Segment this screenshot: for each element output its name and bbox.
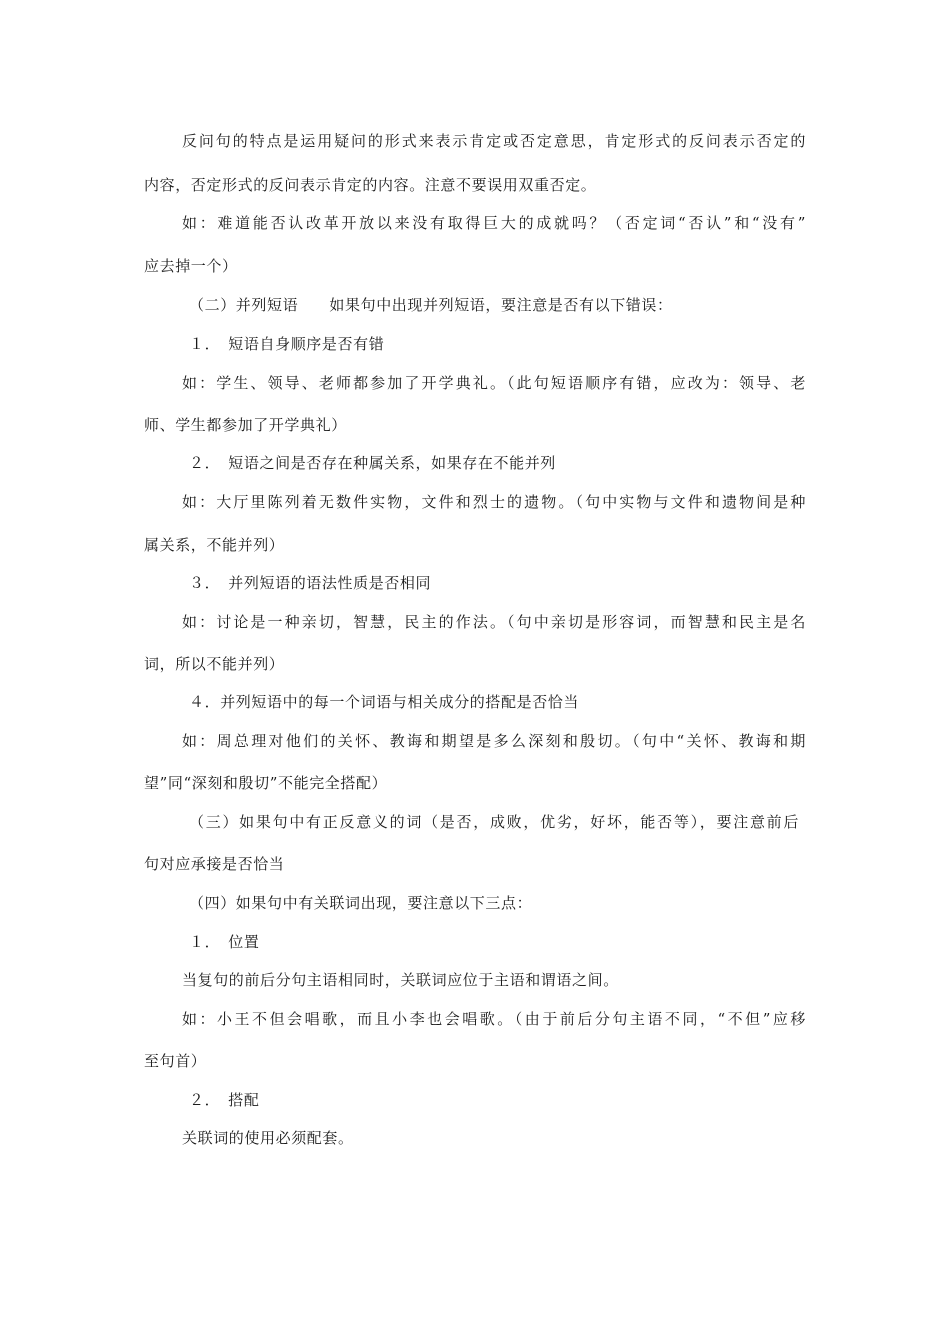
paragraph-line: 属关系，不能并列） [144, 536, 285, 554]
list-item-heading: ２． 短语之间是否存在种属关系，如果存在不能并列 [189, 454, 556, 472]
paragraph-line: 当复句的前后分句主语相同时，关联词应位于主语和谓语之间。 [182, 971, 619, 989]
list-item-heading: ４．并列短语中的每一个词语与相关成分的搭配是否恰当 [189, 693, 580, 711]
paragraph-line: 如：大厅里陈列着无数件实物，文件和烈士的遗物。（句中实物与文件和遗物间是种 [182, 493, 806, 511]
paragraph-line: 应去掉一个） [144, 257, 238, 275]
list-item-heading: ３． 并列短语的语法性质是否相同 [189, 574, 432, 592]
paragraph-line: 关联词的使用必须配套。 [182, 1129, 354, 1147]
paragraph-line: 师、学生都参加了开学典礼） [144, 416, 347, 434]
paragraph-line: 词，所以不能并列） [144, 655, 285, 673]
paragraph-line: 如：难道能否认改革开放以来没有取得巨大的成就吗？（否定词“否认”和“没有” [182, 214, 806, 232]
list-item-heading: ２． 搭配 [189, 1091, 260, 1109]
paragraph-line: 句对应承接是否恰当 [144, 855, 285, 873]
list-item-heading: １． 位置 [189, 933, 260, 951]
paragraph-line: 至句首） [144, 1052, 207, 1070]
paragraph-line: 如：周总理对他们的关怀、教诲和期望是多么深刻和殷切。（句中“关怀、教诲和期 [182, 732, 806, 750]
paragraph-line: 望”同“深刻和殷切”不能完全搭配） [144, 774, 388, 792]
section-heading: （三）如果句中有正反意义的词（是否，成败，优劣，好坏，能否等），要注意前后 [189, 813, 799, 831]
section-heading: （四）如果句中有关联词出现，要注意以下三点： [189, 894, 533, 912]
paragraph-line: 如：讨论是一种亲切，智慧，民主的作法。（句中亲切是形容词，而智慧和民主是名 [182, 613, 806, 631]
list-item-heading: １． 短语自身顺序是否有错 [189, 335, 385, 353]
section-heading: （二）并列短语 如果句中出现并列短语，要注意是否有以下错误： [189, 296, 673, 314]
paragraph-line: 反问句的特点是运用疑问的形式来表示肯定或否定意思，肯定形式的反问表示否定的 [182, 132, 806, 150]
paragraph-line: 如：小王不但会唱歌，而且小李也会唱歌。（由于前后分句主语不同，“不但”应移 [182, 1010, 806, 1028]
paragraph-line: 如：学生、领导、老师都参加了开学典礼。（此句短语顺序有错，应改为：领导、老 [182, 374, 806, 392]
paragraph-line: 内容，否定形式的反问表示肯定的内容。注意不要误用双重否定。 [144, 176, 597, 194]
